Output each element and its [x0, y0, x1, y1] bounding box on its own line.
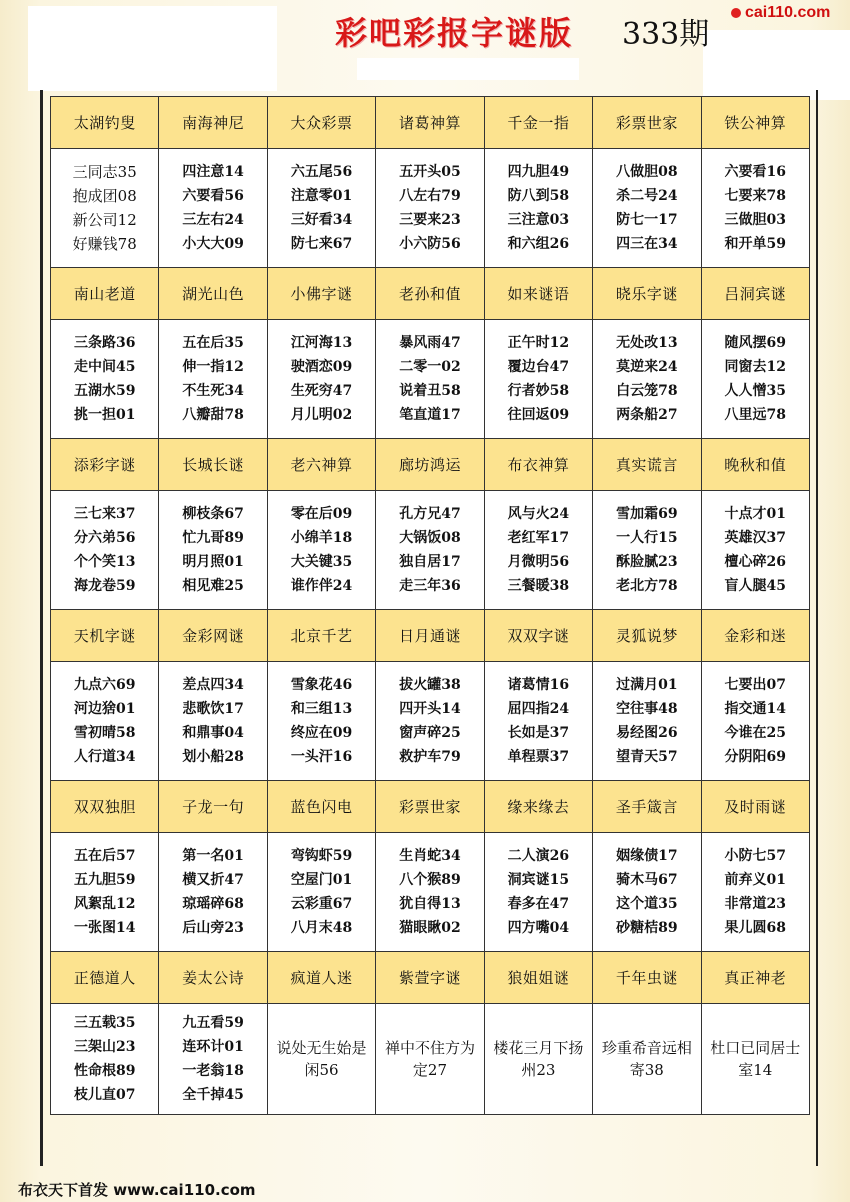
author-name: 如来谜语 [484, 268, 592, 320]
riddle-line: 暴风雨47 [399, 335, 461, 351]
riddle-line: 性命根89 [73, 1063, 136, 1079]
riddle-line: 六要看16 [724, 164, 786, 180]
riddle-line: 相见难25 [182, 578, 244, 594]
riddle-line: 空往事48 [616, 701, 678, 717]
riddle-line: 走三年36 [399, 578, 461, 594]
author-name: 狼姐姐谜 [484, 952, 592, 1004]
riddle-line: 指交通14 [724, 701, 786, 717]
riddle-cell [376, 491, 484, 610]
author-name: 铁公神算 [701, 97, 809, 149]
riddle-line: 盲人腿45 [724, 578, 786, 594]
blank-panel-left [28, 6, 277, 91]
riddle-line: 檀心碎26 [724, 554, 786, 570]
author-name: 太湖钓叟 [51, 97, 159, 149]
riddle-line: 犹自得13 [399, 896, 461, 912]
riddle-cell [701, 1004, 809, 1115]
riddle-cell [593, 149, 701, 268]
riddle-line: 第一名01 [182, 848, 244, 864]
riddle-line: 个个笑13 [73, 554, 136, 570]
riddle-cell [701, 491, 809, 610]
riddle-line: 风絮乱12 [73, 896, 136, 912]
riddle-line: 八瓣甜78 [182, 407, 244, 423]
riddle-cell [159, 1004, 267, 1115]
riddle-line: 单程票37 [507, 749, 570, 765]
riddle-line: 人人憎35 [724, 383, 786, 399]
riddle-line: 三做胆03 [724, 212, 786, 228]
riddle-line: 三好看34 [290, 212, 353, 228]
riddle-cell [51, 149, 159, 268]
riddle-line: 莫逆来24 [616, 359, 678, 375]
riddle-line: 小绵羊18 [290, 530, 353, 546]
riddle-line: 正午时12 [507, 335, 570, 351]
riddle-line: 防八到58 [507, 188, 570, 204]
riddle-cell [159, 833, 267, 952]
author-name: 老六神算 [267, 439, 375, 491]
riddle-cell [376, 320, 484, 439]
riddle-line: 空屋门01 [290, 872, 353, 888]
riddle-line: 终应在09 [290, 725, 353, 741]
author-name: 日月通谜 [376, 610, 484, 662]
author-name: 圣手箴言 [593, 781, 701, 833]
riddle-line: 悲歌饮17 [182, 701, 244, 717]
riddle-cell [376, 1004, 484, 1115]
riddle-line: 月儿明02 [290, 407, 353, 423]
riddle-line: 九五看59 [182, 1015, 244, 1031]
author-name: 紫萱字谜 [376, 952, 484, 1004]
author-name: 诸葛神算 [376, 97, 484, 149]
riddle-line: 和三组13 [290, 701, 353, 717]
author-name: 正德道人 [51, 952, 159, 1004]
riddle-line: 大锅饭08 [399, 530, 461, 546]
riddle-line: 六五尾56 [290, 164, 353, 180]
riddle-line: 零在后09 [290, 506, 353, 522]
riddle-line: 琼瑶碎68 [182, 896, 244, 912]
riddle-line: 五湖水59 [73, 383, 136, 399]
riddle-line: 和六组26 [507, 236, 570, 252]
riddle-cell [484, 320, 592, 439]
riddle-cell [51, 662, 159, 781]
riddle-line: 五在后57 [73, 848, 136, 864]
riddle-line: 河边猞01 [73, 701, 136, 717]
riddle-cell [701, 662, 809, 781]
riddle-line: 小六防56 [399, 236, 461, 252]
author-name: 大众彩票 [267, 97, 375, 149]
riddle-cell [51, 1004, 159, 1115]
author-name: 双双独胆 [51, 781, 159, 833]
riddle-cell [159, 149, 267, 268]
riddle-line: 四方嘴04 [507, 920, 570, 936]
riddle-line: 洞宾谜15 [507, 872, 570, 888]
riddle-line: 拔火罐38 [399, 677, 461, 693]
riddle-line: 英雄汉37 [724, 530, 786, 546]
riddle-line: 往回返09 [507, 407, 570, 423]
riddle-line: 连环计01 [182, 1039, 244, 1055]
riddle-line: 小大大09 [182, 236, 244, 252]
author-name: 布衣神算 [484, 439, 592, 491]
riddle-line: 海龙卷59 [73, 578, 136, 594]
riddle-cell [593, 833, 701, 952]
riddle-cell [484, 662, 592, 781]
riddle-line: 三左右24 [182, 212, 244, 228]
riddle-line: 三条路36 [73, 335, 136, 351]
riddle-line: 望青天57 [616, 749, 678, 765]
author-name: 金彩网谜 [159, 610, 267, 662]
riddle-line: 走中间45 [73, 359, 136, 375]
riddle-line: 四开头14 [399, 701, 461, 717]
author-name: 南海神尼 [159, 97, 267, 149]
riddle-line: 诸葛情16 [507, 677, 570, 693]
author-name: 千金一指 [484, 97, 592, 149]
riddle-line: 风与火24 [507, 506, 570, 522]
riddle-line: 差点四34 [182, 677, 244, 693]
author-name: 真正神老 [701, 952, 809, 1004]
riddle-line: 分六弟56 [73, 530, 136, 546]
riddle-line: 八里远78 [724, 407, 786, 423]
riddle-line: 大关键35 [290, 554, 353, 570]
riddle-verse: 说处无生始是闲56 [276, 1039, 367, 1079]
riddle-cell [701, 320, 809, 439]
riddle-cell [267, 1004, 375, 1115]
riddle-line: 江河海13 [290, 335, 353, 351]
riddle-line: 八做胆08 [616, 164, 678, 180]
riddle-table [50, 96, 810, 1115]
author-header-row [51, 97, 810, 149]
riddle-cell [484, 491, 592, 610]
riddle-cell [267, 491, 375, 610]
riddle-line: 横又折47 [182, 872, 244, 888]
riddle-line: 七要出07 [724, 677, 786, 693]
author-name: 缘来缘去 [484, 781, 592, 833]
riddle-line: 五九胆59 [73, 872, 136, 888]
riddle-line: 春多在47 [507, 896, 570, 912]
riddle-cell [484, 833, 592, 952]
riddle-line: 白云笼78 [616, 383, 678, 399]
riddle-line: 分阴阳69 [724, 749, 786, 765]
riddle-line: 小防七57 [724, 848, 786, 864]
riddle-line: 酥脸腻23 [616, 554, 678, 570]
riddle-cell [376, 149, 484, 268]
riddle-line: 行者妙58 [507, 383, 570, 399]
riddle-line: 同窗去12 [724, 359, 786, 375]
riddle-line: 二人演26 [507, 848, 570, 864]
riddle-line: 五在后35 [182, 335, 244, 351]
riddle-cell [376, 662, 484, 781]
author-name: 姜太公诗 [159, 952, 267, 1004]
riddle-line: 和开单59 [724, 236, 786, 252]
author-header-row [51, 610, 810, 662]
riddle-line: 谁作伴24 [290, 578, 353, 594]
riddle-line: 二零一02 [399, 359, 461, 375]
blank-panel-middle [357, 58, 579, 80]
riddle-cell [701, 833, 809, 952]
riddle-cell [593, 320, 701, 439]
riddle-line: 三五载35 [73, 1015, 136, 1031]
riddle-line: 明月照01 [182, 554, 244, 570]
riddle-line: 救护车79 [399, 749, 461, 765]
author-name: 真实谎言 [593, 439, 701, 491]
riddle-entry-row [51, 662, 810, 781]
author-name: 彩票世家 [376, 781, 484, 833]
riddle-line: 四九胆49 [507, 164, 570, 180]
riddle-line: 前弃义01 [724, 872, 786, 888]
footer-caption: 布衣天下首发 www.cai110.com [18, 1181, 256, 1199]
riddle-line: 驶酒恋09 [290, 359, 353, 375]
riddle-line: 独自居17 [399, 554, 461, 570]
riddle-verse: 禅中不住方为定27 [384, 1039, 475, 1079]
author-name: 南山老道 [51, 268, 159, 320]
riddle-line: 防七来67 [290, 236, 353, 252]
riddle-line: 一头汗16 [290, 749, 353, 765]
riddle-cell [484, 149, 592, 268]
riddle-line: 五开头05 [399, 164, 461, 180]
riddle-line: 三七来37 [73, 506, 136, 522]
riddle-entry-row [51, 149, 810, 268]
riddle-line: 砂糖桔89 [616, 920, 678, 936]
riddle-cell [159, 320, 267, 439]
riddle-line: 一张图14 [73, 920, 136, 936]
riddle-line: 八月末48 [290, 920, 353, 936]
riddle-cell [484, 1004, 592, 1115]
author-header-row [51, 268, 810, 320]
riddle-verse: 楼花三月下扬州23 [493, 1039, 584, 1079]
riddle-line: 挑一担01 [73, 407, 136, 423]
author-name: 金彩和迷 [701, 610, 809, 662]
riddle-line: 伸一指12 [182, 359, 244, 375]
riddle-line: 云彩重67 [290, 896, 353, 912]
riddle-line: 猫眼瞅02 [399, 920, 461, 936]
riddle-line: 三要来23 [399, 212, 461, 228]
riddle-line: 防七一17 [616, 212, 678, 228]
author-name: 廊坊鸿运 [376, 439, 484, 491]
riddle-line: 柳枝条67 [182, 506, 244, 522]
riddle-line: 无处改13 [616, 335, 678, 351]
author-name: 灵狐说梦 [593, 610, 701, 662]
author-name: 双双字谜 [484, 610, 592, 662]
site-logo-text: cai110.com [745, 4, 831, 21]
riddle-line: 一人行15 [616, 530, 678, 546]
author-name: 小佛字谜 [267, 268, 375, 320]
author-name: 吕洞宾谜 [701, 268, 809, 320]
author-name: 北京千艺 [267, 610, 375, 662]
riddle-cell [593, 491, 701, 610]
author-name: 及时雨谜 [701, 781, 809, 833]
riddle-line: 雪加霜69 [616, 506, 678, 522]
riddle-line: 三餐暖38 [507, 578, 570, 594]
riddle-line: 屈四指24 [507, 701, 570, 717]
author-name: 疯道人迷 [267, 952, 375, 1004]
riddle-line: 八左右79 [399, 188, 461, 204]
author-name: 晚秋和值 [701, 439, 809, 491]
riddle-line: 果儿圆68 [724, 920, 786, 936]
riddle-cell [267, 149, 375, 268]
riddle-entry-row [51, 833, 810, 952]
riddle-line: 非常道23 [724, 896, 786, 912]
author-header-row [51, 952, 810, 1004]
riddle-entry-row [51, 320, 810, 439]
riddle-line: 姻缘债17 [616, 848, 678, 864]
issue-number: 333期 [622, 17, 710, 52]
riddle-line: 注意零01 [290, 188, 353, 204]
author-name: 蓝色闪电 [267, 781, 375, 833]
riddle-line: 两条船27 [616, 407, 678, 423]
riddle-cell [51, 833, 159, 952]
riddle-line: 生死穷47 [290, 383, 353, 399]
riddle-line: 三注意03 [507, 212, 570, 228]
riddle-line: 人行道34 [73, 749, 136, 765]
riddle-line: 新公司12 [72, 211, 137, 229]
riddle-line: 说着丑58 [399, 383, 461, 399]
riddle-cell [267, 662, 375, 781]
riddle-line: 忙九哥89 [182, 530, 244, 546]
riddle-line: 过满月01 [616, 677, 678, 693]
riddle-cell [376, 833, 484, 952]
riddle-line: 老北方78 [616, 578, 678, 594]
page-title: 彩吧彩报字谜版 [335, 14, 574, 52]
author-name: 老孙和值 [376, 268, 484, 320]
riddle-line: 六要看56 [182, 188, 244, 204]
riddle-line: 枝儿直07 [73, 1087, 136, 1103]
riddle-cell [267, 833, 375, 952]
riddle-line: 孔方兄47 [399, 506, 461, 522]
author-name: 晓乐字谜 [593, 268, 701, 320]
riddle-line: 今谁在25 [724, 725, 786, 741]
riddle-line: 月微明56 [507, 554, 570, 570]
riddle-line: 笔直道17 [399, 407, 461, 423]
riddle-line: 雪初晴58 [73, 725, 136, 741]
riddle-line: 骑木马67 [616, 872, 678, 888]
author-name: 添彩字谜 [51, 439, 159, 491]
riddle-line: 划小船28 [182, 749, 244, 765]
riddle-line: 三同志35 [72, 163, 137, 181]
riddle-line: 不生死34 [182, 383, 244, 399]
author-name: 长城长谜 [159, 439, 267, 491]
riddle-line: 杀二号24 [616, 188, 678, 204]
riddle-line: 长如是37 [507, 725, 570, 741]
riddle-line: 弯钩虾59 [290, 848, 353, 864]
riddle-line: 全千掉45 [182, 1087, 244, 1103]
riddle-line: 七要来78 [724, 188, 786, 204]
riddle-cell [159, 662, 267, 781]
riddle-line: 四三在34 [616, 236, 678, 252]
riddle-line: 覆边台47 [507, 359, 570, 375]
riddle-cell [593, 1004, 701, 1115]
riddle-line: 后山旁23 [182, 920, 244, 936]
riddle-line: 窗声碎25 [399, 725, 461, 741]
riddle-line: 十点才01 [724, 506, 786, 522]
riddle-line: 随风摆69 [724, 335, 786, 351]
author-name: 天机字谜 [51, 610, 159, 662]
author-name: 彩票世家 [593, 97, 701, 149]
riddle-line: 八个猴89 [399, 872, 461, 888]
riddle-line: 抱成团08 [72, 187, 137, 205]
site-logo-icon [731, 8, 741, 18]
riddle-line: 和鼎事04 [182, 725, 244, 741]
riddle-line: 老红军17 [507, 530, 570, 546]
riddle-line: 四注意14 [182, 164, 244, 180]
riddle-line: 易经图26 [616, 725, 678, 741]
riddle-verse: 珍重希音远相寄38 [601, 1039, 692, 1079]
riddle-cell [51, 320, 159, 439]
riddle-cell [267, 320, 375, 439]
riddle-line: 生肖蛇34 [399, 848, 461, 864]
author-name: 湖光山色 [159, 268, 267, 320]
riddle-entry-row [51, 1004, 810, 1115]
author-header-row [51, 781, 810, 833]
riddle-verse: 杜口已同居士室14 [710, 1039, 801, 1079]
riddle-line: 雪象花46 [290, 677, 353, 693]
riddle-line: 这个道35 [616, 896, 678, 912]
riddle-cell [701, 149, 809, 268]
author-header-row [51, 439, 810, 491]
riddle-line: 九点六69 [73, 677, 136, 693]
riddle-entry-row [51, 491, 810, 610]
riddle-line: 好赚钱78 [72, 235, 137, 253]
author-name: 千年虫谜 [593, 952, 701, 1004]
author-name: 子龙一句 [159, 781, 267, 833]
riddle-cell [51, 491, 159, 610]
riddle-line: 三架山23 [73, 1039, 136, 1055]
riddle-cell [593, 662, 701, 781]
riddle-cell [159, 491, 267, 610]
riddle-line: 一老翁18 [182, 1063, 244, 1079]
